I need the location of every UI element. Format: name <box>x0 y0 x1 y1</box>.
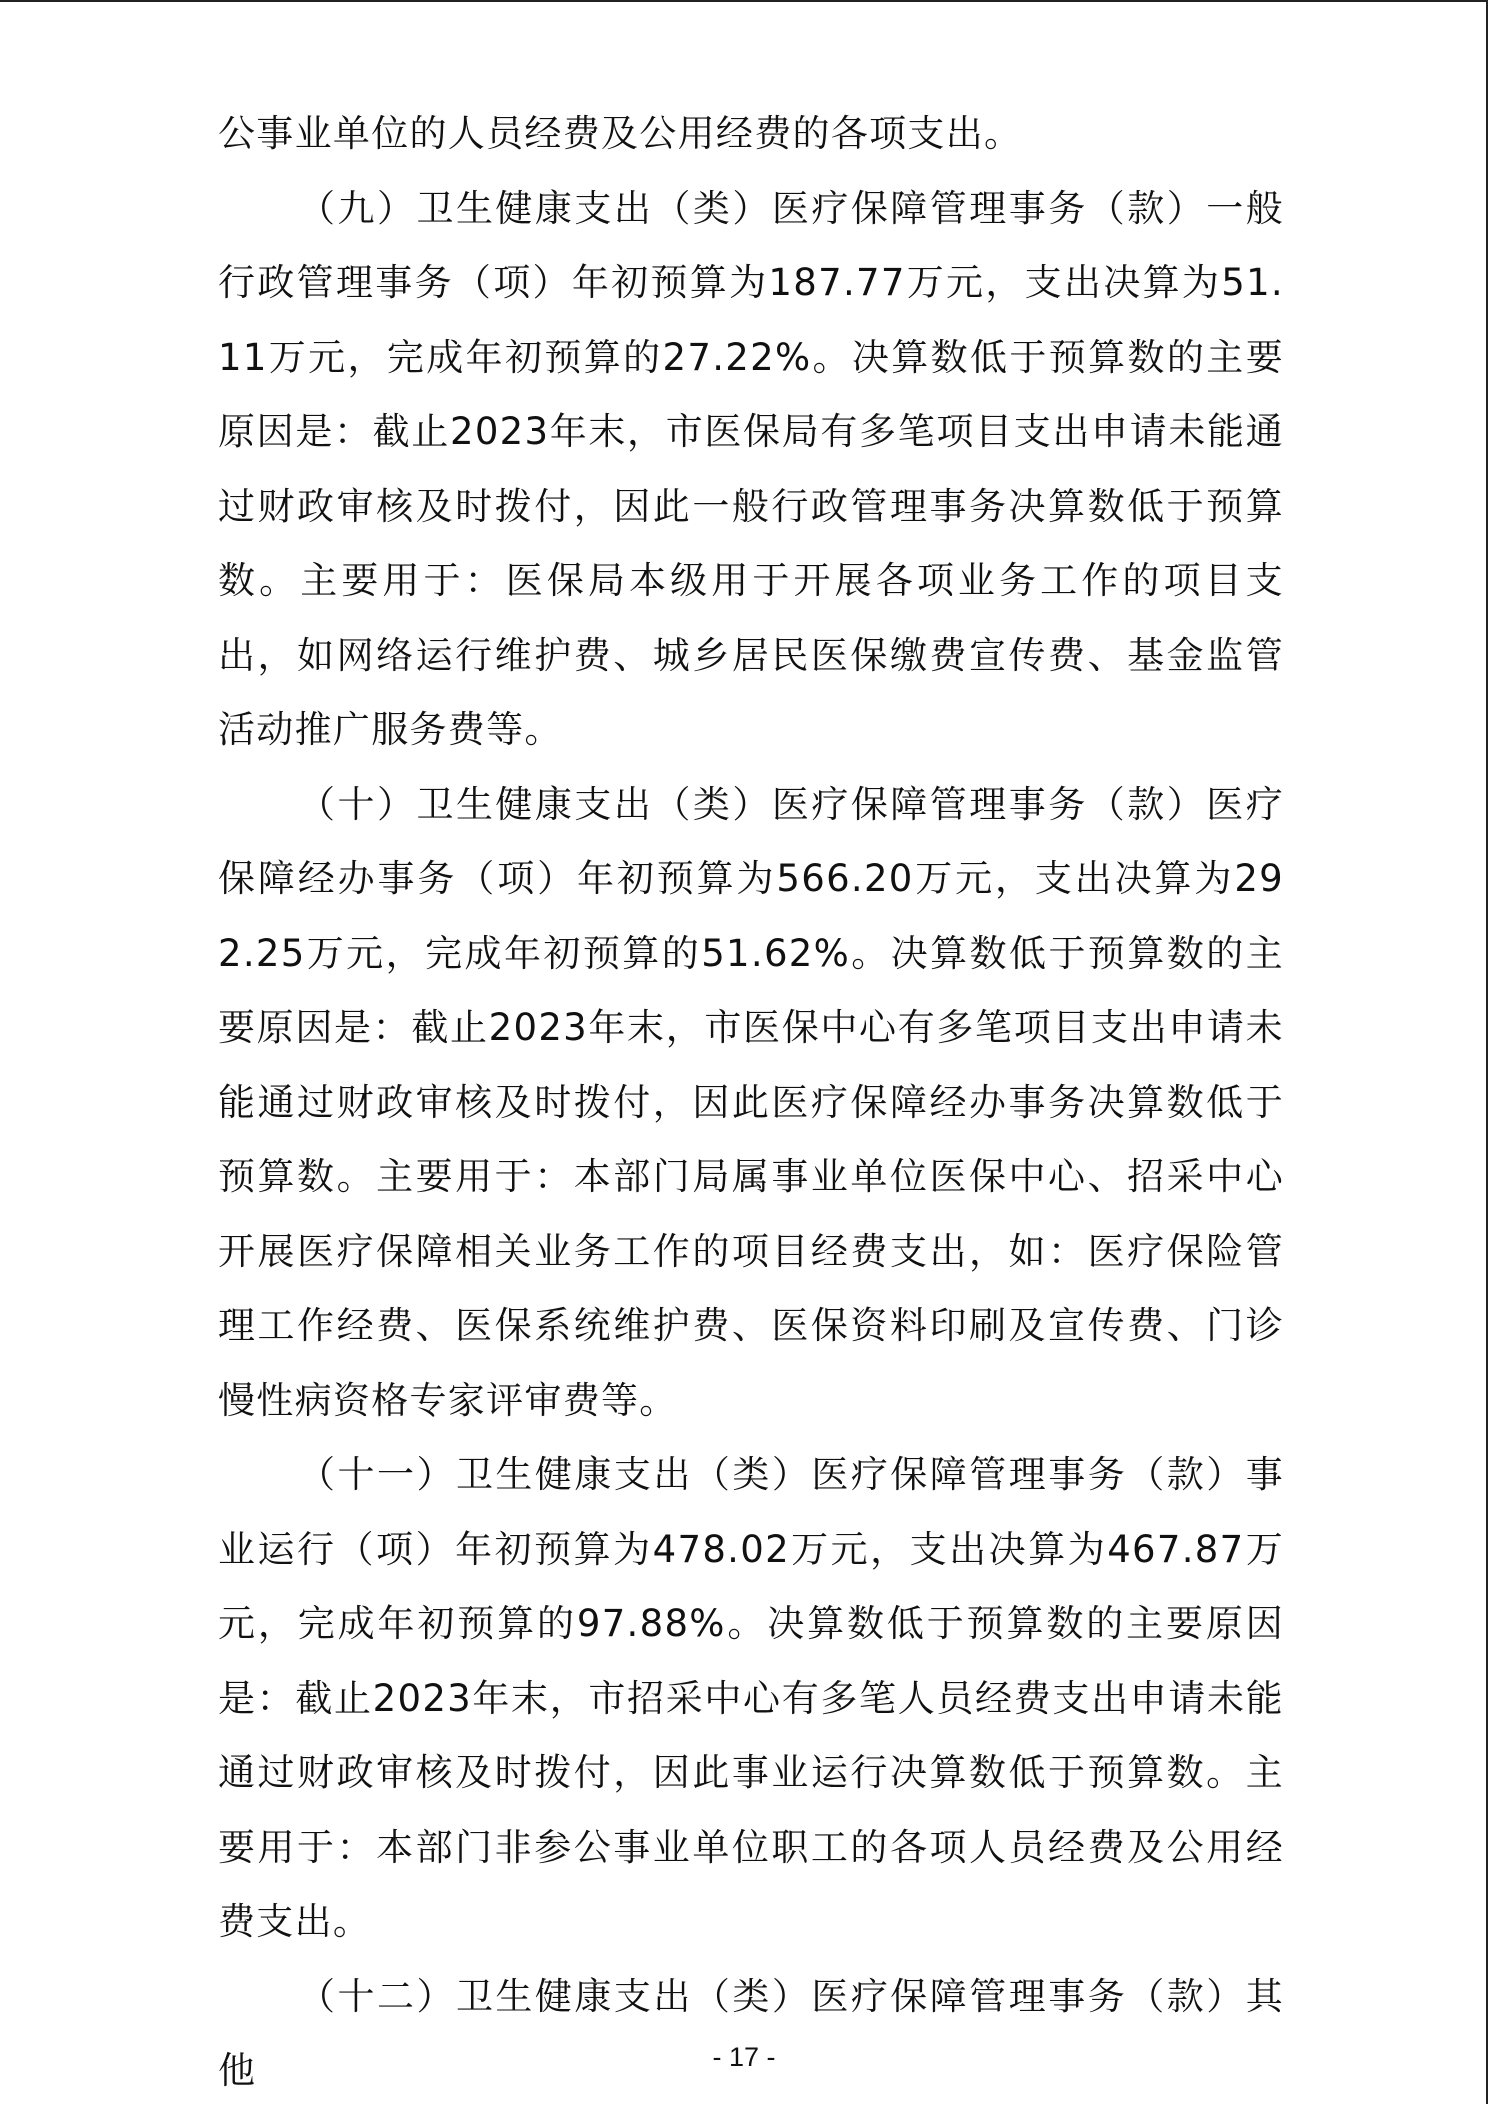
page-number: - 17 - <box>712 2042 776 2072</box>
paragraph-item-11: （十一）卫生健康支出（类）医疗保障管理事务（款）事业运行（项）年初预算为478.02万元，支出决算为467.87万元，完成年初预算的97.88%。决算数低于预算数的主要原因是：截止2023年末，市招采中心有多笔人员经费支出申请未能通过财政审核及时拨付，因此事业运行决算数低于预算数。主要用于：本部门非参公事业单位职工的各项人员经费及公用经费支出。 <box>218 1453 1284 1943</box>
page-top-border <box>0 0 1488 2</box>
document-body <box>218 97 1284 2109</box>
paragraph-continuation: 公事业单位的人员经费及公用经费的各项支出。 <box>218 112 1023 155</box>
paragraph-item-9: （九）卫生健康支出（类）医疗保障管理事务（款）一般行政管理事务（项）年初预算为187.77万元，支出决算为51.11万元，完成年初预算的27.22%。决算数低于预算数的主要原因是：截止2023年末，市医保局有多笔项目支出申请未能通过财政审核及时拨付，因此一般行政管理事务决算数低于预算数。主要用于：医保局本级用于开展各项业务工作的项目支出，如网络运行维护费、城乡居民医保缴费宣传费、基金监管活动推广服务费等。 <box>218 186 1284 751</box>
paragraph-item-12: （十二）卫生健康支出（类）医疗保障管理事务（款）其他 <box>218 1974 1284 2092</box>
paragraph-item-10: （十）卫生健康支出（类）医疗保障管理事务（款）医疗保障经办事务（项）年初预算为566.20万元，支出决算为292.25万元，完成年初预算的51.62%。决算数低于预算数的主要原因是：截止2023年末，市医保中心有多笔项目支出申请未能通过财政审核及时拨付，因此医疗保障经办事务决算数低于预算数。主要用于：本部门局属事业单位医保中心、招采中心开展医疗保障相关业务工作的项目经费支出，如：医疗保险管理工作经费、医保系统维护费、医保资料印刷及宣传费、门诊慢性病资格专家评审费等。 <box>218 782 1284 1422</box>
